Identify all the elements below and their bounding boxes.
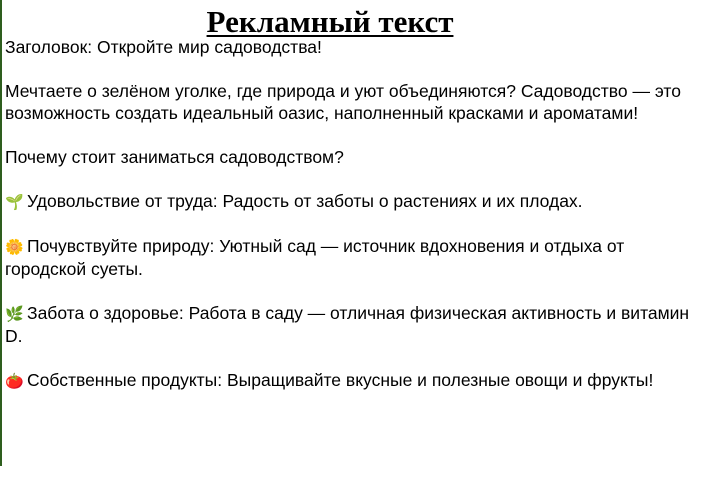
- intro-paragraph: Мечтаете о зелёном уголке, где природа и уют объединяются? Садоводство — это возможность создать идеальный оазис, наполненный красками и ароматами!: [5, 81, 681, 123]
- benefit-item: [5, 235, 710, 280]
- question-paragraph: Почему стоит заниматься садоводством?: [5, 147, 344, 167]
- benefit-item: [5, 302, 710, 347]
- document-body: [5, 36, 710, 392]
- flower-icon: 🌼: [5, 238, 24, 256]
- benefit-text: Забота о здоровье: Работа в саду — отличная физическая активность и витамин D.: [5, 303, 690, 346]
- left-edge-bar: [0, 0, 2, 466]
- document-title: Рекламный текст: [206, 4, 454, 39]
- tomato-icon: 🍅: [5, 372, 24, 390]
- benefit-item: [5, 190, 710, 213]
- benefit-text: Удовольствие от труда: Радость от заботы о растениях и их плодах.: [27, 191, 583, 211]
- benefit-text: Почувствуйте природу: Уютный сад — источник вдохновения и отдыха от городской суеты.: [5, 236, 625, 279]
- seedling-icon: 🌱: [5, 193, 24, 211]
- benefit-text: Собственные продукты: Выращивайте вкусные и полезные овощи и фрукты!: [27, 370, 654, 390]
- headline-paragraph: Заголовок: Откройте мир садоводства!: [5, 37, 322, 57]
- leaf-icon: 🌿: [5, 305, 24, 323]
- benefit-item: [5, 369, 710, 392]
